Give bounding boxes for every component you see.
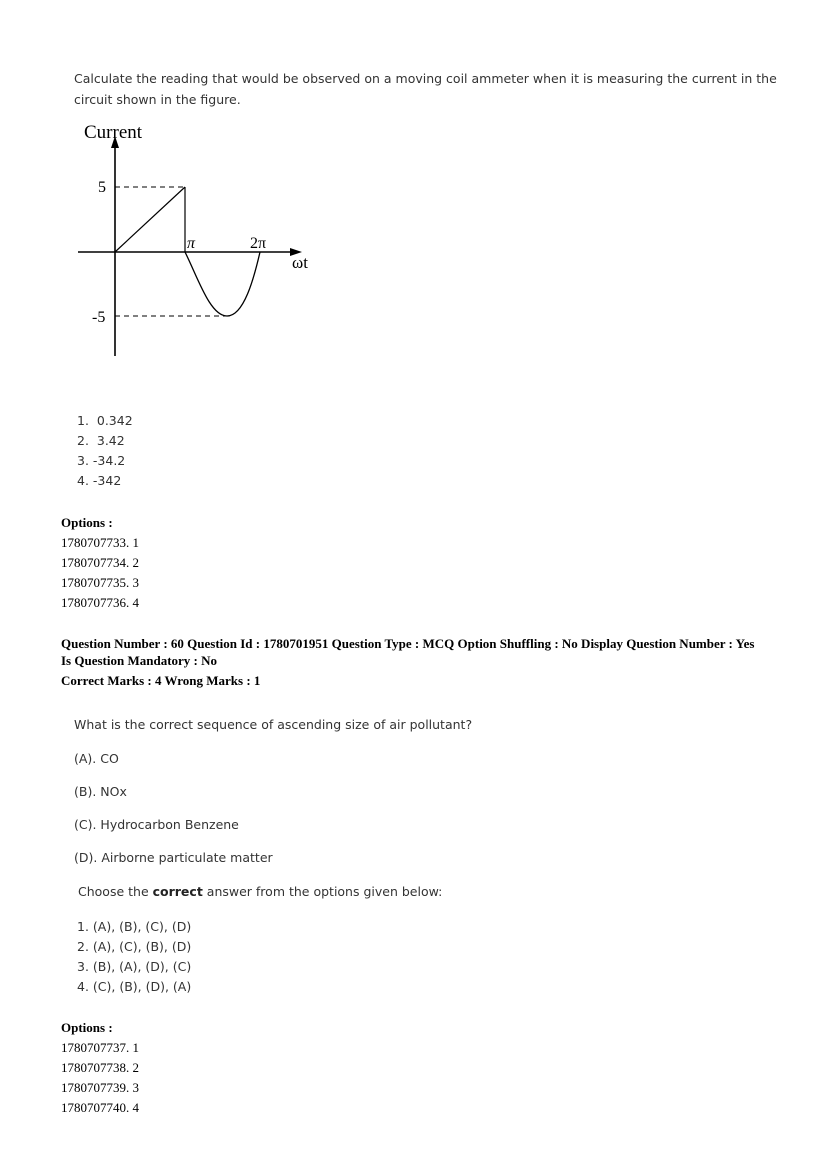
question-2-text: What is the correct sequence of ascending size of air pollutant? [74,717,473,732]
answer-item: 1. 0.342 [77,413,133,428]
question-2-item: (B). NOx [74,784,127,799]
tick-label-2pi: 2π [250,235,267,252]
option-id: 1780707733. 1 [61,535,139,550]
question-meta [61,635,781,689]
ramp-segment [115,187,185,252]
choose-instruction-post: answer from the options given below: [202,884,443,899]
option-id: 1780707734. 2 [61,555,139,570]
answer-item: 4. -342 [77,473,122,488]
options-header: Options : [61,1020,113,1035]
option-id: 1780707739. 3 [61,1080,139,1095]
option-id: 1780707738. 2 [61,1060,139,1075]
choose-instruction-pre: Choose the [78,884,153,899]
question-1-text: Calculate the reading that would be observed on a moving coil ammeter when it is measuring the current in the circuit shown in the figure. [74,71,777,107]
option-id: 1780707736. 4 [61,595,139,610]
option-id: 1780707735. 3 [61,575,139,590]
answer-item: 2. 3.42 [77,433,125,448]
answer-item: 1. (A), (B), (C), (D) [77,919,192,934]
question-meta-line: Question Number : 60 Question Id : 1780701951 Question Type : MCQ Option Shuffling : No Display Question Number : Yes [61,636,755,651]
options-header: Options : [61,515,113,530]
answer-item: 3. (B), (A), (D), (C) [77,959,192,974]
question-meta-line: Correct Marks : 4 Wrong Marks : 1 [61,673,261,688]
x-axis-label: ωt [292,253,308,272]
option-id: 1780707737. 1 [61,1040,139,1055]
question-1-options [61,513,139,613]
tick-label-pi: π [187,235,196,252]
answer-item: 2. (A), (C), (B), (D) [77,939,192,954]
question-2-answers [77,917,191,997]
current-waveform-figure [70,118,320,360]
choose-instruction-bold: correct [152,884,203,899]
question-2-options [61,1018,139,1118]
negative-half-sine [185,252,260,316]
choose-instruction [78,884,442,899]
question-2-item: (D). Airborne particulate matter [74,850,273,865]
question-meta-line: Is Question Mandatory : No [61,653,218,668]
tick-label-5: 5 [98,179,106,196]
tick-label-neg-5: -5 [92,309,106,326]
question-2-item: (A). CO [74,751,119,766]
y-axis-label: Current [84,122,143,143]
answer-item: 3. -34.2 [77,453,126,468]
question-1-answers [77,411,133,491]
question-2-item: (C). Hydrocarbon Benzene [74,817,239,832]
option-id: 1780707740. 4 [61,1100,139,1115]
answer-item: 4. (C), (B), (D), (A) [77,979,192,994]
